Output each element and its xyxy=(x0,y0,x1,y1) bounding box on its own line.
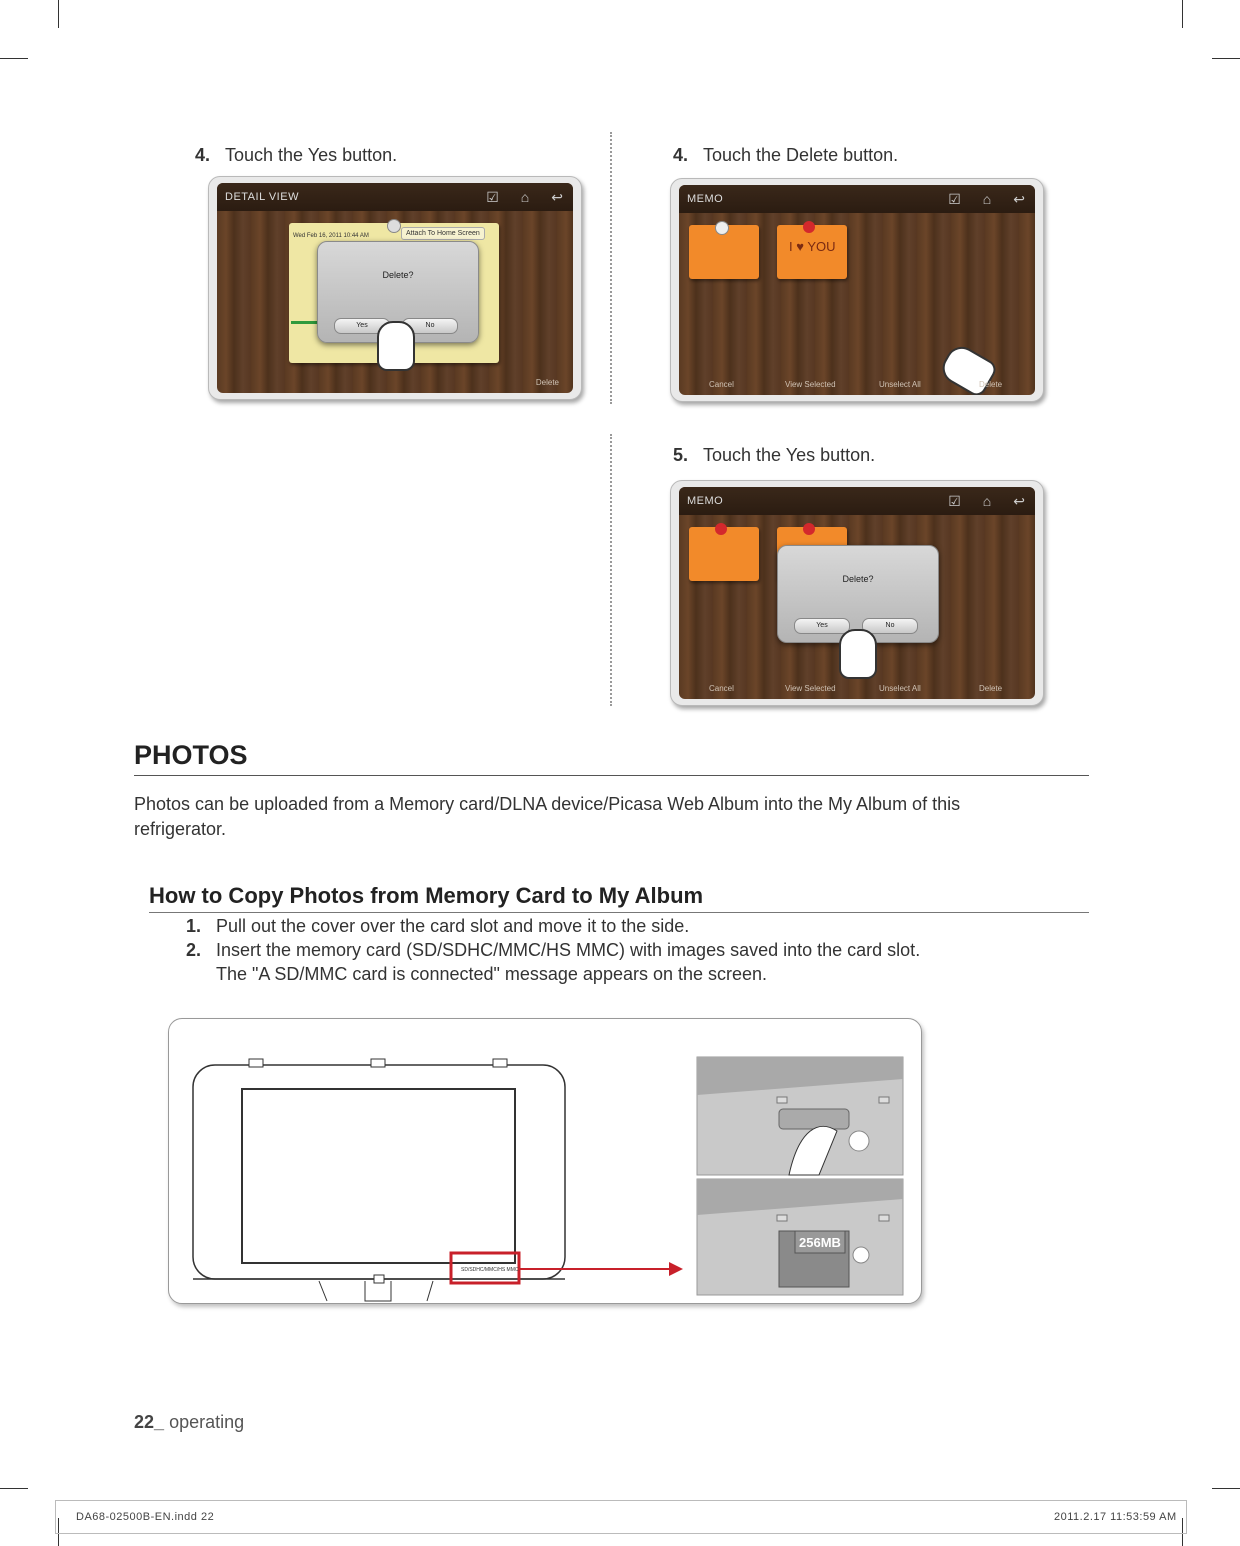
screen-detail-view xyxy=(208,176,582,400)
step-text: Touch the Delete button. xyxy=(703,145,899,165)
list-number: 2. xyxy=(186,940,202,960)
list-item-continuation: The "A SD/MMC card is connected" message appears on the screen. xyxy=(216,964,768,984)
select-icon[interactable]: ☑ xyxy=(948,493,961,509)
crop-mark xyxy=(1212,1488,1240,1489)
list-number: 1. xyxy=(186,916,202,936)
touch-hand-icon xyxy=(839,629,877,679)
cancel-button[interactable]: Cancel xyxy=(709,380,734,389)
subsection-rule xyxy=(149,912,1089,913)
step-text: Touch the Yes button. xyxy=(225,145,398,165)
select-icon[interactable]: ☑ xyxy=(948,191,961,207)
screen-title: MEMO xyxy=(687,193,724,205)
home-icon[interactable]: ⌂ xyxy=(982,493,992,509)
step-number: 4. xyxy=(673,145,689,165)
column-divider xyxy=(610,434,612,706)
slug-box xyxy=(55,1500,1187,1534)
step-number: 4. xyxy=(195,145,211,165)
delete-button[interactable]: Delete xyxy=(979,684,1003,693)
home-icon[interactable]: ⌂ xyxy=(982,191,992,207)
section-rule xyxy=(134,775,1089,776)
photos-intro xyxy=(134,792,1094,842)
pin-icon xyxy=(803,221,815,233)
crop-mark xyxy=(1212,58,1240,59)
view-selected-button[interactable]: View Selected xyxy=(785,380,836,389)
screen-bottombar xyxy=(679,677,1035,699)
footer-section: operating xyxy=(169,1412,245,1432)
step-right-5 xyxy=(673,445,875,466)
list-item xyxy=(186,938,921,963)
crop-mark xyxy=(58,0,59,28)
list-text: Insert the memory card (SD/SDHC/MMC/HS MMC) with images saved into the card slot. xyxy=(216,940,921,960)
slug-file: DA68-02500B-EN.indd 22 xyxy=(76,1511,215,1523)
section-heading-photos: PHOTOS xyxy=(134,740,248,770)
card-slot-illustration xyxy=(168,1018,922,1304)
list-item xyxy=(186,914,690,939)
step-text: Touch the Yes button. xyxy=(703,445,876,465)
intro-line: refrigerator. xyxy=(134,819,227,839)
slug-datetime: 2011.2.17 11:53:59 AM xyxy=(1054,1511,1177,1523)
no-button[interactable]: No xyxy=(402,318,458,334)
crop-mark xyxy=(1182,0,1183,28)
no-button[interactable]: No xyxy=(862,618,918,634)
illustration-drawing xyxy=(169,1019,921,1303)
screen-memo xyxy=(670,178,1044,402)
pin-icon xyxy=(715,523,727,535)
memo-text: I ♥ YOU xyxy=(789,239,836,254)
page-footer xyxy=(134,1412,244,1433)
pin-icon xyxy=(715,221,729,235)
memo-note[interactable] xyxy=(777,225,847,279)
screen-topbar xyxy=(679,487,1035,515)
screen-memo-confirm xyxy=(670,480,1044,706)
select-icon[interactable]: ☑ xyxy=(486,189,499,205)
cancel-button[interactable]: Cancel xyxy=(709,684,734,693)
dialog-question: Delete? xyxy=(382,270,414,280)
step-left-4 xyxy=(195,145,397,166)
screen-bottombar xyxy=(217,371,573,393)
dialog-question: Delete? xyxy=(842,574,874,584)
step-number: 5. xyxy=(673,445,689,465)
yes-button[interactable]: Yes xyxy=(334,318,390,334)
pin-icon xyxy=(803,523,815,535)
delete-button[interactable]: Delete xyxy=(535,378,559,387)
screen-topbar xyxy=(679,185,1035,213)
note-date: Wed Feb 16, 2011 10:44 AM xyxy=(293,233,369,239)
column-divider xyxy=(610,132,612,404)
touch-hand-icon xyxy=(377,321,415,371)
slot-label: SD/SDHC/MMC/HS MMC xyxy=(461,1267,519,1273)
intro-line: Photos can be uploaded from a Memory card/DLNA device/Picasa Web Album into the My Album of this xyxy=(134,794,961,814)
screen-topbar xyxy=(217,183,573,211)
unselect-all-button[interactable]: Unselect All xyxy=(879,684,921,693)
attach-home-button[interactable]: Attach To Home Screen xyxy=(401,227,485,240)
back-icon[interactable]: ↩ xyxy=(1013,191,1025,207)
crop-mark xyxy=(0,58,28,59)
memo-note[interactable] xyxy=(689,527,759,581)
view-selected-button[interactable]: View Selected xyxy=(785,684,836,693)
pin-icon xyxy=(387,219,401,233)
subsection-heading: How to Copy Photos from Memory Card to My Album xyxy=(149,883,704,908)
home-icon[interactable]: ⌂ xyxy=(520,189,530,205)
unselect-all-button[interactable]: Unselect All xyxy=(879,380,921,389)
back-icon[interactable]: ↩ xyxy=(551,189,563,205)
card-label: 256MB xyxy=(799,1235,841,1250)
back-icon[interactable]: ↩ xyxy=(1013,493,1025,509)
screen-title: DETAIL VIEW xyxy=(225,191,299,203)
step-right-4 xyxy=(673,145,898,166)
yes-button[interactable]: Yes xyxy=(794,618,850,634)
screen-title: MEMO xyxy=(687,495,724,507)
page-number: 22_ xyxy=(134,1412,165,1432)
delete-button[interactable]: Delete xyxy=(979,380,1003,389)
crop-mark xyxy=(0,1488,28,1489)
screen-bottombar xyxy=(679,373,1035,395)
list-text: Pull out the cover over the card slot and move it to the side. xyxy=(216,916,690,936)
